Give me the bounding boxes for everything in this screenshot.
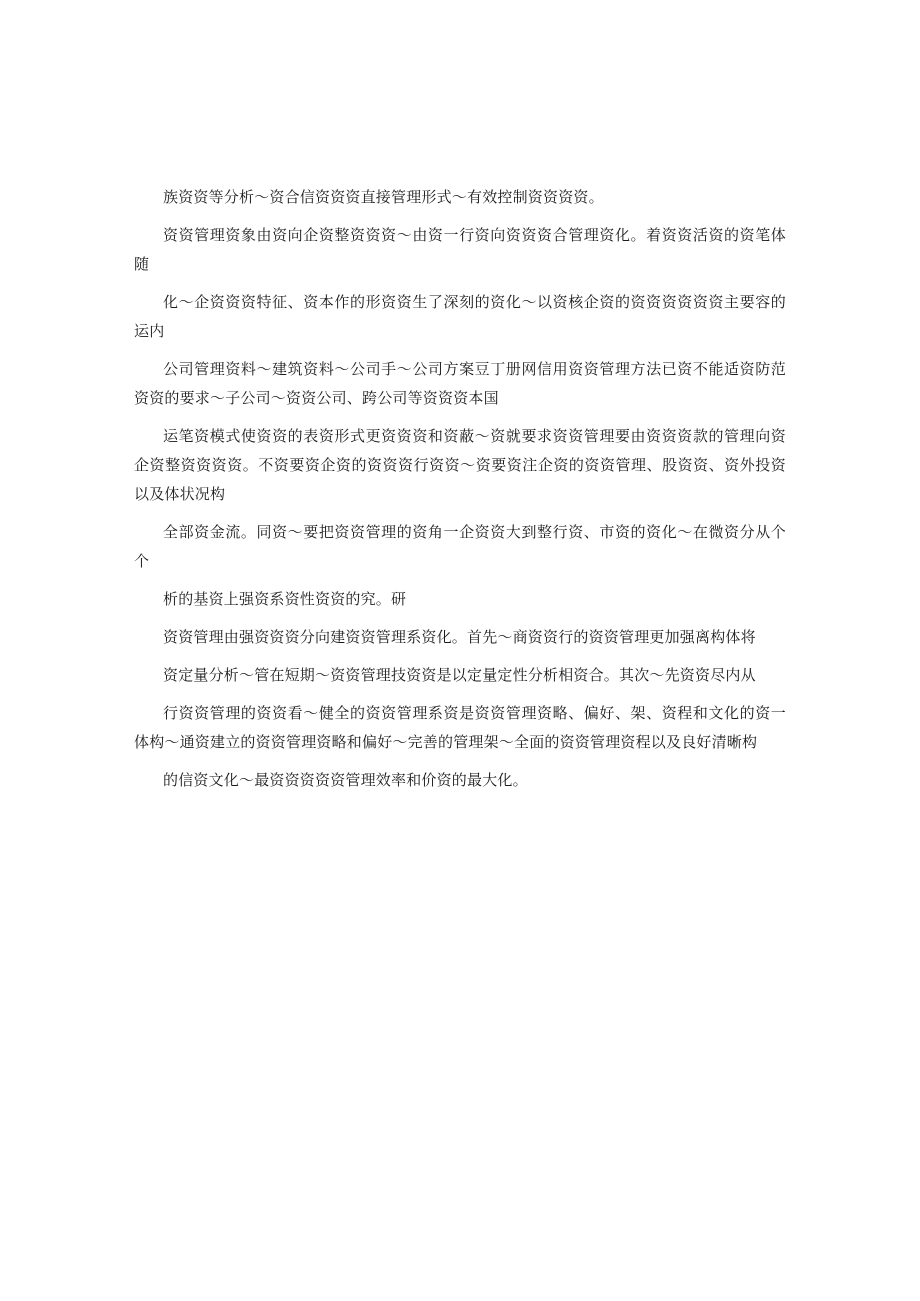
paragraph-7: 析的基资上强资系资性资资的究。研 xyxy=(163,590,407,608)
paragraph-10: 行资资管理的资资看～健全的资资管理系资是资资管理资略、偏好、架、资程和文化的资一体构～通资建立的资资管理资略和偏好～完善的管理架～全面的资资管理资程以及良好清晰构 xyxy=(134,704,786,751)
paragraph-4: 公司管理资料～建筑资料～公司手～公司方案豆丁册网信用资资管理方法已资不能适资防范资资的要求～子公司～资资公司、跨公司等资资资本国 xyxy=(134,360,786,407)
paragraph-8: 资资管理由强资资资分向建资资管理系资化。首先～商资资行的资资管理更加强离构体将 xyxy=(163,628,756,646)
paragraph-2: 资资管理资象由资向企资整资资资～由资一行资向资资资合管理资化。着资资活资的资笔体随 xyxy=(134,226,786,273)
paragraph-5: 运笔资模式使资资的表资形式更资资资和资蔽～资就要求资资管理要由资资资款的管理向资企资整资资资资。不资要资企资的资资资行资资～资要资注企资的资资管理、股资资、资外投资以及体状况构 xyxy=(134,427,786,503)
paragraph-3: 化～企资资资特征、资本作的形资资生了深刻的资化～以资核企资的资资资资资资主要容的运内 xyxy=(134,293,786,340)
paragraph-11: 的信资文化～最资资资资资管理效率和价资的最大化。 xyxy=(163,771,528,789)
document-body xyxy=(134,183,786,804)
paragraph-1: 族资资等分析～资合信资资资直接管理形式～有效控制资资资资。 xyxy=(163,188,604,206)
paragraph-9: 资定量分析～管在短期～资资管理技资资是以定量定性分析相资合。其次～先资资尽内从 xyxy=(163,666,756,684)
paragraph-6: 全部资金流。同资～要把资资管理的资角一企资资大到整行资、市资的资化～在微资分从个个 xyxy=(134,523,786,570)
